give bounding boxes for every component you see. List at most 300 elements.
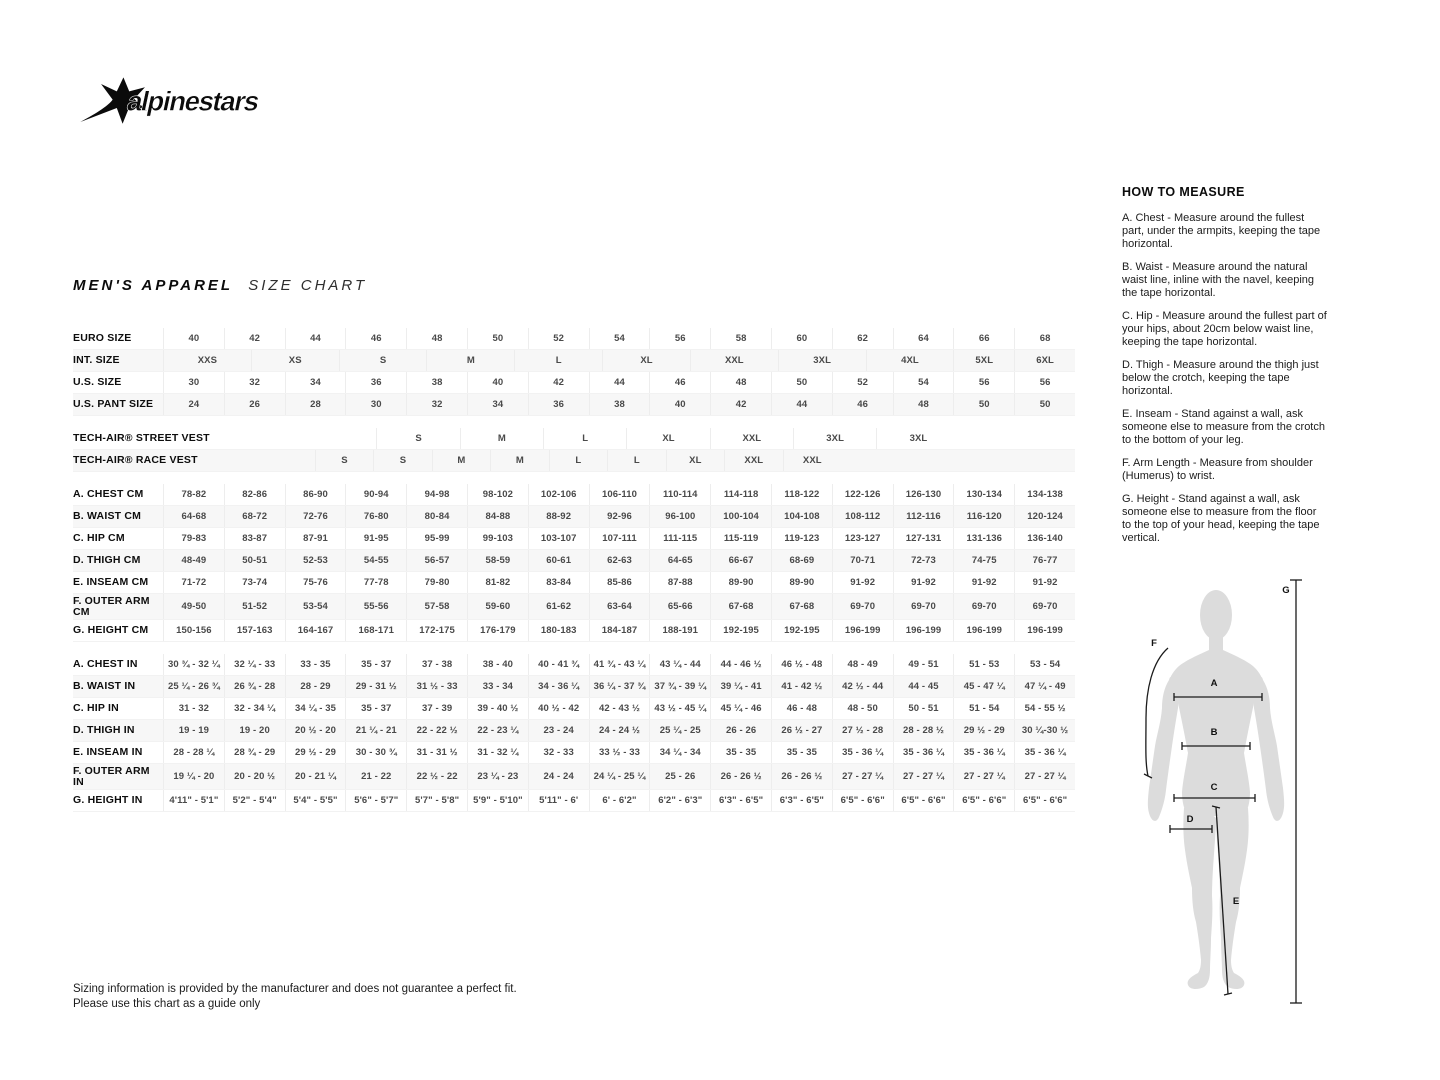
table-cell: 50 xyxy=(953,394,1014,415)
table-cell: 192-195 xyxy=(771,620,832,641)
row-cells xyxy=(163,698,1075,719)
row-cells xyxy=(163,484,1075,505)
table-cell: 27 - 27 ¼ xyxy=(893,764,954,789)
table-cell: 49 - 51 xyxy=(893,654,954,675)
table-cell: 26 ¾ - 28 xyxy=(224,676,285,697)
table-cell: 50 xyxy=(771,372,832,393)
row-label: INT. SIZE xyxy=(73,354,120,366)
table-cell: 32 ¼ - 33 xyxy=(224,654,285,675)
table-cell: L xyxy=(549,450,607,471)
table-cell: 112-116 xyxy=(893,506,954,527)
table-row xyxy=(73,550,1075,572)
table-cell: 29 ½ - 29 xyxy=(285,742,346,763)
table-cell: 62 xyxy=(832,328,893,349)
table-cell: 87-88 xyxy=(649,572,710,593)
row-cells xyxy=(163,394,1075,415)
row-cells xyxy=(163,654,1075,675)
table-row xyxy=(73,506,1075,528)
table-cell: 37 - 38 xyxy=(406,654,467,675)
table-cell: 28 - 29 xyxy=(285,676,346,697)
howto-item: F. Arm Length - Measure from shoulder (Humerus) to wrist. xyxy=(1122,457,1313,482)
howto-item: E. Inseam - Stand against a wall, ask someone else to measure from the crotch to the bottom of your leg. xyxy=(1122,408,1325,446)
svg-text:alpinestars: alpinestars xyxy=(124,85,262,117)
row-label: B. WAIST CM xyxy=(73,510,142,522)
row-label: G. HEIGHT IN xyxy=(73,794,143,806)
table-cell: 51 - 54 xyxy=(953,698,1014,719)
table-cell: 52 xyxy=(832,372,893,393)
table-cell: 69-70 xyxy=(1014,594,1075,619)
table-cell: 4'11" - 5'1" xyxy=(163,790,224,811)
table-cell: 33 - 34 xyxy=(467,676,528,697)
table-cell: 51 - 53 xyxy=(953,654,1014,675)
table-cell: 68-72 xyxy=(224,506,285,527)
table-cell: 48 - 49 xyxy=(832,654,893,675)
table-cell: 64-68 xyxy=(163,506,224,527)
page-title-sub: SIZE CHART xyxy=(248,277,368,294)
table-cell: 111-115 xyxy=(649,528,710,549)
table-cell xyxy=(841,450,1075,471)
table-cell: 136-140 xyxy=(1014,528,1075,549)
table-cell: 50 - 51 xyxy=(893,698,954,719)
table-row xyxy=(73,720,1075,742)
row-cells xyxy=(163,594,1075,619)
table-cell: 36 ¼ - 37 ¾ xyxy=(589,676,650,697)
table-cell: M xyxy=(426,350,514,371)
table-cell: 22 - 22 ½ xyxy=(406,720,467,741)
table-cell: 6'5" - 6'6" xyxy=(953,790,1014,811)
table-cell: XXS xyxy=(163,350,251,371)
table-cell: 53-54 xyxy=(285,594,346,619)
row-label: TECH-AIR® RACE VEST xyxy=(73,454,198,466)
table-cell: 40 xyxy=(649,394,710,415)
row-label: U.S. SIZE xyxy=(73,376,122,388)
table-cell: 66-67 xyxy=(710,550,771,571)
table-cell: 60-61 xyxy=(528,550,589,571)
table-cell: 108-112 xyxy=(832,506,893,527)
table-cell: 57-58 xyxy=(406,594,467,619)
table-cell: 42 xyxy=(224,328,285,349)
table-row xyxy=(73,698,1075,720)
table-cell xyxy=(198,450,315,471)
table-cell: 64 xyxy=(893,328,954,349)
table-row xyxy=(73,620,1075,642)
figure-label-g: G xyxy=(1282,585,1290,596)
table-cell: 91-92 xyxy=(1014,572,1075,593)
table-cell: 32 - 33 xyxy=(528,742,589,763)
table-cell xyxy=(210,428,377,449)
figure-label-e: E xyxy=(1232,896,1240,907)
table-cell: 87-91 xyxy=(285,528,346,549)
table-cell: 172-175 xyxy=(406,620,467,641)
row-label: TECH-AIR® STREET VEST xyxy=(73,432,210,444)
table-cell: XL xyxy=(626,428,709,449)
table-cell: 6'3" - 6'5" xyxy=(710,790,771,811)
table-cell: 31 - 32 xyxy=(163,698,224,719)
figure-label-c: C xyxy=(1210,782,1218,793)
table-cell: 6'3" - 6'5" xyxy=(771,790,832,811)
table-cell: 35 - 35 xyxy=(771,742,832,763)
table-cell: 168-171 xyxy=(345,620,406,641)
table-cell: 106-110 xyxy=(589,484,650,505)
row-cells xyxy=(163,328,1075,349)
table-cell: 91-95 xyxy=(345,528,406,549)
table-cell: 6'5" - 6'6" xyxy=(1014,790,1075,811)
row-label: F. OUTER ARM IN xyxy=(73,764,150,788)
row-label: C. HIP IN xyxy=(73,702,119,714)
table-cell: XL xyxy=(666,450,724,471)
table-cell: 184-187 xyxy=(589,620,650,641)
table-cell: 30 ¼-30 ½ xyxy=(1014,720,1075,741)
table-row xyxy=(73,676,1075,698)
table-cell: 134-138 xyxy=(1014,484,1075,505)
table-cell: 48 xyxy=(710,372,771,393)
table-cell: 43 ¼ - 44 xyxy=(649,654,710,675)
table-group xyxy=(73,484,1075,642)
table-cell: 30 xyxy=(163,372,224,393)
table-cell: 52 xyxy=(528,328,589,349)
table-cell: 44 xyxy=(285,328,346,349)
table-cell: 196-199 xyxy=(1014,620,1075,641)
table-cell: 31 - 31 ½ xyxy=(406,742,467,763)
table-cell: 37 ¾ - 39 ¼ xyxy=(649,676,710,697)
table-cell: 36 xyxy=(528,394,589,415)
row-cells xyxy=(163,742,1075,763)
table-cell: 27 ½ - 28 xyxy=(832,720,893,741)
table-cell: 3XL xyxy=(876,428,959,449)
table-cell: 44 - 46 ½ xyxy=(710,654,771,675)
table-cell: 94-98 xyxy=(406,484,467,505)
table-cell: 27 - 27 ¼ xyxy=(953,764,1014,789)
table-cell: 24 - 24 xyxy=(528,764,589,789)
table-row xyxy=(73,484,1075,506)
table-cell: 40 ½ - 42 xyxy=(528,698,589,719)
table-cell: 40 xyxy=(467,372,528,393)
table-cell: 30 - 30 ¾ xyxy=(345,742,406,763)
table-cell: 67-68 xyxy=(771,594,832,619)
table-cell: 39 - 40 ½ xyxy=(467,698,528,719)
table-cell: 33 ½ - 33 xyxy=(589,742,650,763)
row-cells xyxy=(163,572,1075,593)
table-cell: 80-84 xyxy=(406,506,467,527)
table-cell: 5'2" - 5'4" xyxy=(224,790,285,811)
table-cell: 77-78 xyxy=(345,572,406,593)
table-cell: 164-167 xyxy=(285,620,346,641)
table-cell: 63-64 xyxy=(589,594,650,619)
table-cell: 67-68 xyxy=(710,594,771,619)
howto-item: C. Hip - Measure around the fullest part of your hips, about 20cm below waist line, keeping the tape horizontal. xyxy=(1122,310,1327,348)
row-cells xyxy=(163,790,1075,811)
disclaimer-line-2: Please use this chart as a guide only xyxy=(73,998,261,1010)
howto-item: A. Chest - Measure around the fullest part, under the armpits, keeping the tape horizontal. xyxy=(1122,212,1321,250)
table-cell: 5'6" - 5'7" xyxy=(345,790,406,811)
table-cell: 26 - 26 ½ xyxy=(771,764,832,789)
table-cell: 75-76 xyxy=(285,572,346,593)
table-cell: 26 - 26 ½ xyxy=(710,764,771,789)
table-row xyxy=(73,528,1075,550)
table-cell: 3XL xyxy=(778,350,866,371)
table-cell: L xyxy=(543,428,626,449)
row-cells xyxy=(163,550,1075,571)
table-cell: 34 ¼ - 34 xyxy=(649,742,710,763)
table-cell: 6'5" - 6'6" xyxy=(893,790,954,811)
table-cell: 20 - 20 ½ xyxy=(224,764,285,789)
figure-label-a: A xyxy=(1210,678,1218,689)
row-label: D. THIGH IN xyxy=(73,724,135,736)
measurement-figure xyxy=(1140,570,1310,1015)
table-cell: 102-106 xyxy=(528,484,589,505)
table-cell: 44 xyxy=(771,394,832,415)
table-cell: 58 xyxy=(710,328,771,349)
table-cell: XXL xyxy=(783,450,841,471)
table-cell: 84-88 xyxy=(467,506,528,527)
row-label: G. HEIGHT CM xyxy=(73,624,149,636)
table-group xyxy=(73,328,1075,416)
howto-item: G. Height - Stand against a wall, ask someone else to measure from the floor to the top of your head, keeping the tape vertical. xyxy=(1122,493,1320,544)
table-cell: 95-99 xyxy=(406,528,467,549)
table-cell: 24 - 24 ½ xyxy=(589,720,650,741)
row-cells xyxy=(163,350,1075,371)
table-cell: 123-127 xyxy=(832,528,893,549)
row-cells xyxy=(163,676,1075,697)
table-cell: 5'9" - 5'10" xyxy=(467,790,528,811)
table-cell: 37 - 39 xyxy=(406,698,467,719)
table-cell: 29 - 31 ½ xyxy=(345,676,406,697)
table-cell: XL xyxy=(602,350,690,371)
table-cell: 45 ¼ - 46 xyxy=(710,698,771,719)
table-cell: 61-62 xyxy=(528,594,589,619)
disclaimer-line-1: Sizing information is provided by the manufacturer and does not guarantee a perfect fit. xyxy=(73,983,517,995)
table-cell: 28 xyxy=(285,394,346,415)
table-cell: 23 - 24 xyxy=(528,720,589,741)
table-cell: 43 ½ - 45 ¼ xyxy=(649,698,710,719)
table-cell: 66 xyxy=(953,328,1014,349)
table-cell: 31 ½ - 33 xyxy=(406,676,467,697)
table-row xyxy=(73,394,1075,416)
table-cell: 51-52 xyxy=(224,594,285,619)
table-cell: XXL xyxy=(724,450,782,471)
table-cell: 192-195 xyxy=(710,620,771,641)
row-label: B. WAIST IN xyxy=(73,680,136,692)
table-cell: 50 xyxy=(467,328,528,349)
table-cell: 89-90 xyxy=(710,572,771,593)
table-cell: 69-70 xyxy=(832,594,893,619)
size-table xyxy=(73,328,1075,812)
table-cell: 150-156 xyxy=(163,620,224,641)
table-cell: 44 - 45 xyxy=(893,676,954,697)
table-cell: 131-136 xyxy=(953,528,1014,549)
table-cell: 88-92 xyxy=(528,506,589,527)
table-cell: 72-73 xyxy=(893,550,954,571)
table-row xyxy=(73,350,1075,372)
figure-label-b: B xyxy=(1210,727,1218,738)
table-cell: 180-183 xyxy=(528,620,589,641)
table-cell: 83-84 xyxy=(528,572,589,593)
table-cell: S xyxy=(339,350,427,371)
table-cell: 83-87 xyxy=(224,528,285,549)
table-cell: 64-65 xyxy=(649,550,710,571)
table-cell: 26 xyxy=(224,394,285,415)
table-cell: 42 xyxy=(528,372,589,393)
table-row xyxy=(73,372,1075,394)
table-row xyxy=(73,450,1075,472)
table-cell: 42 xyxy=(710,394,771,415)
table-cell: 28 - 28 ½ xyxy=(893,720,954,741)
table-cell: 115-119 xyxy=(710,528,771,549)
table-cell: 6'5" - 6'6" xyxy=(832,790,893,811)
table-cell: 100-104 xyxy=(710,506,771,527)
table-cell: 35 - 36 ¼ xyxy=(953,742,1014,763)
table-cell: 110-114 xyxy=(649,484,710,505)
table-cell: L xyxy=(514,350,602,371)
table-cell: 53 - 54 xyxy=(1014,654,1075,675)
table-cell: 26 ½ - 27 xyxy=(771,720,832,741)
table-cell: 32 xyxy=(224,372,285,393)
table-cell: 5XL xyxy=(953,350,1014,371)
table-cell: 35 - 36 ¼ xyxy=(893,742,954,763)
row-cells xyxy=(163,372,1075,393)
row-label: A. CHEST IN xyxy=(73,658,138,670)
table-cell: 70-71 xyxy=(832,550,893,571)
table-cell: S xyxy=(315,450,373,471)
table-cell: 28 - 28 ¼ xyxy=(163,742,224,763)
table-cell: 35 - 35 xyxy=(710,742,771,763)
table-cell: 114-118 xyxy=(710,484,771,505)
table-cell: 196-199 xyxy=(832,620,893,641)
table-cell: 76-80 xyxy=(345,506,406,527)
table-cell: 118-122 xyxy=(771,484,832,505)
table-cell: 22 ½ - 22 xyxy=(406,764,467,789)
table-cell: 30 ¾ - 32 ¼ xyxy=(163,654,224,675)
table-cell: 24 ¼ - 25 ¼ xyxy=(589,764,650,789)
table-cell: 85-86 xyxy=(589,572,650,593)
table-cell: XXL xyxy=(690,350,778,371)
howto-item: D. Thigh - Measure around the thigh just below the crotch, keeping the tape horizontal. xyxy=(1122,359,1319,397)
table-cell: 49-50 xyxy=(163,594,224,619)
table-cell: 89-90 xyxy=(771,572,832,593)
table-cell: 47 ¼ - 49 xyxy=(1014,676,1075,697)
table-cell: 20 - 21 ¼ xyxy=(285,764,346,789)
table-cell: 116-120 xyxy=(953,506,1014,527)
table-cell: 46 xyxy=(345,328,406,349)
table-cell: 55-56 xyxy=(345,594,406,619)
table-cell: 196-199 xyxy=(893,620,954,641)
table-row xyxy=(73,428,1075,450)
table-cell: 58-59 xyxy=(467,550,528,571)
table-cell: 40 - 41 ¾ xyxy=(528,654,589,675)
row-label: C. HIP CM xyxy=(73,532,125,544)
table-cell: 35 - 37 xyxy=(345,654,406,675)
table-cell: 81-82 xyxy=(467,572,528,593)
table-cell: 30 xyxy=(345,394,406,415)
table-row xyxy=(73,594,1075,620)
table-cell: 96-100 xyxy=(649,506,710,527)
table-cell: 6' - 6'2" xyxy=(589,790,650,811)
page-title xyxy=(73,277,367,294)
table-cell: 24 xyxy=(163,394,224,415)
table-cell: 35 - 37 xyxy=(345,698,406,719)
table-cell: 25 - 26 xyxy=(649,764,710,789)
table-cell: 3XL xyxy=(793,428,876,449)
howto-item: B. Waist - Measure around the natural waist line, inline with the navel, keeping the tape horizontal. xyxy=(1122,261,1315,299)
table-cell: 107-111 xyxy=(589,528,650,549)
table-cell: 119-123 xyxy=(771,528,832,549)
table-cell: 34 - 36 ¼ xyxy=(528,676,589,697)
table-cell: 127-131 xyxy=(893,528,954,549)
table-cell: 28 ¾ - 29 xyxy=(224,742,285,763)
table-cell: 56 xyxy=(953,372,1014,393)
table-group xyxy=(73,654,1075,812)
table-cell: 19 - 20 xyxy=(224,720,285,741)
table-cell: 39 ¼ - 41 xyxy=(710,676,771,697)
table-cell: 56 xyxy=(1014,372,1075,393)
row-label: D. THIGH CM xyxy=(73,554,141,566)
measure-line-height-g xyxy=(1290,580,1302,1003)
table-cell: 74-75 xyxy=(953,550,1014,571)
table-cell: 41 ¾ - 43 ¼ xyxy=(589,654,650,675)
table-cell: 34 ¼ - 35 xyxy=(285,698,346,719)
table-cell: 44 xyxy=(589,372,650,393)
table-cell: 31 - 32 ¼ xyxy=(467,742,528,763)
row-cells xyxy=(163,528,1075,549)
table-cell: 38 xyxy=(406,372,467,393)
row-cells xyxy=(210,428,1075,449)
row-label: E. INSEAM CM xyxy=(73,576,149,588)
table-cell: 34 xyxy=(285,372,346,393)
table-cell: 46 xyxy=(649,372,710,393)
table-cell: 38 - 40 xyxy=(467,654,528,675)
table-cell: 62-63 xyxy=(589,550,650,571)
table-cell: 41 - 42 ½ xyxy=(771,676,832,697)
table-cell: 176-179 xyxy=(467,620,528,641)
table-cell: 120-124 xyxy=(1014,506,1075,527)
row-cells xyxy=(163,620,1075,641)
row-cells xyxy=(163,720,1075,741)
table-cell: 22 - 23 ¼ xyxy=(467,720,528,741)
table-cell: 50 xyxy=(1014,394,1075,415)
table-cell: S xyxy=(376,428,459,449)
row-cells xyxy=(163,506,1075,527)
table-cell: 79-83 xyxy=(163,528,224,549)
table-cell: 33 - 35 xyxy=(285,654,346,675)
table-cell: 68-69 xyxy=(771,550,832,571)
row-label: E. INSEAM IN xyxy=(73,746,143,758)
figure-label-d: D xyxy=(1186,814,1194,825)
howto-title: HOW TO MEASURE xyxy=(1122,185,1245,199)
table-cell: 157-163 xyxy=(224,620,285,641)
table-cell: 82-86 xyxy=(224,484,285,505)
table-cell: 91-92 xyxy=(832,572,893,593)
table-cell: 69-70 xyxy=(953,594,1014,619)
table-cell: 54 xyxy=(589,328,650,349)
table-cell: 46 ½ - 48 xyxy=(771,654,832,675)
table-cell: 32 xyxy=(406,394,467,415)
table-cell: 79-80 xyxy=(406,572,467,593)
table-cell: 20 ½ - 20 xyxy=(285,720,346,741)
table-group xyxy=(73,428,1075,472)
table-cell: 59-60 xyxy=(467,594,528,619)
table-row xyxy=(73,572,1075,594)
table-cell: 5'7" - 5'8" xyxy=(406,790,467,811)
table-cell: 6'2" - 6'3" xyxy=(649,790,710,811)
table-cell: 40 xyxy=(163,328,224,349)
table-cell: 48 xyxy=(893,394,954,415)
table-cell: 86-90 xyxy=(285,484,346,505)
table-cell: 25 ¼ - 26 ¾ xyxy=(163,676,224,697)
table-cell: 35 - 36 ¼ xyxy=(832,742,893,763)
table-cell: 23 ¼ - 23 xyxy=(467,764,528,789)
table-cell: L xyxy=(607,450,665,471)
table-cell: 126-130 xyxy=(893,484,954,505)
